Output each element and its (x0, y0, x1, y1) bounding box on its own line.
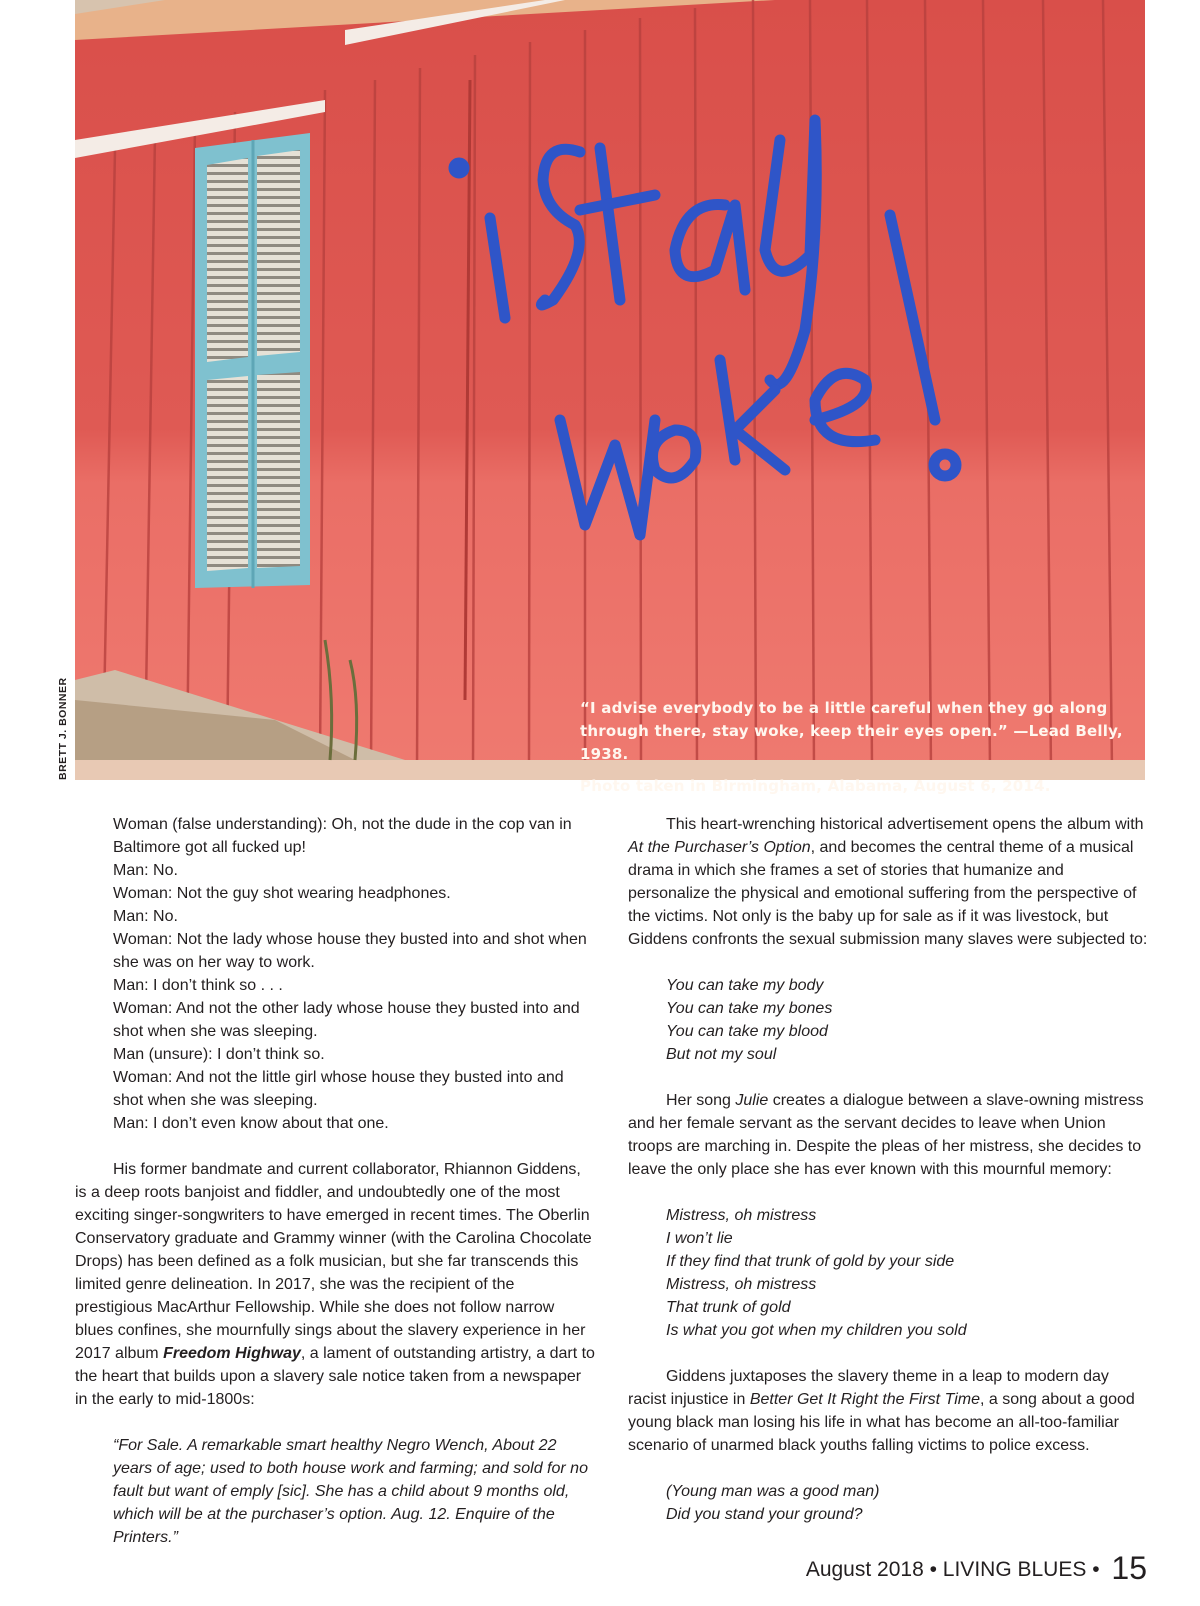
magazine-name: LIVING BLUES (942, 1558, 1087, 1581)
lyric-line: Did you stand your ground? (666, 1506, 863, 1523)
lyric-line: But not my soul (666, 1046, 777, 1063)
dialogue-line: Woman: Not the lady whose house they busted into and shot when she was on her way to work. (113, 931, 587, 971)
footer-bullet: • (929, 1558, 937, 1581)
paragraph-text: creates a dialogue between a slave-owning mistress and her female servant as the servant decides to leave when Union troops are marching in. Despite the pleas of her mistress, she decides to leave the only place she has ever known with this mournful memory: (628, 1092, 1144, 1178)
paragraph-text: , and becomes the central theme of a musical drama in which she frames a set of stories that humanize and personalize the physical and emotional suffering from the perspective of the victims. Not only is the baby up for sale as if it was livestock, but Giddens confronts the sexual submission many slaves were subjected to: (628, 839, 1148, 948)
photo-credit: BRETT J. BONNER (57, 677, 69, 780)
body-paragraph (628, 1089, 1148, 1181)
paragraph-text: , a lament of outstanding artistry, a dart to the heart that builds upon a slavery sale notice taken from a newspaper in the early to mid-1800s: (75, 1345, 595, 1408)
body-paragraph (75, 1158, 595, 1411)
dialogue-block (75, 813, 595, 1135)
page-number: 15 (1111, 1550, 1147, 1586)
lyric-line: That trunk of gold (666, 1299, 791, 1316)
dialogue-line: Man (unsure): I don’t think so. (113, 1046, 325, 1063)
hero-photo (75, 0, 1145, 780)
window-shutters (195, 133, 310, 588)
issue-date: August 2018 (805, 1558, 924, 1581)
dialogue-line: Man: I don’t even know about that one. (113, 1115, 389, 1132)
paragraph-text: This heart-wrenching historical advertisement opens the album with (666, 816, 1144, 833)
paragraph-text: , a song about a good young black man losing his life in what has become an all-too-familiar scenario of unarmed black youths falling victims to police excess. (628, 1391, 1135, 1454)
dialogue-line: Woman: Not the guy shot wearing headphones. (113, 885, 451, 902)
left-column (75, 813, 595, 1549)
footer-bullet: • (1092, 1558, 1100, 1581)
dialogue-line: Woman: And not the other lady whose house they busted into and shot when she was sleeping. (113, 1000, 580, 1040)
caption-line: “I advise everybody to be a little careful when they go along (580, 699, 1108, 717)
dialogue-line: Man: I don’t think so . . . (113, 977, 283, 994)
paragraph-text: Giddens juxtaposes the slavery theme in a leap to modern day racist injustice in (628, 1368, 1109, 1408)
lyric-line: Is what you got when my children you sold (666, 1322, 967, 1339)
paragraph-text: His former bandmate and current collaborator, Rhiannon Giddens, is a deep roots banjoist and fiddler, and undoubtedly one of the most exciting singer-songwriters to have emerged in recent times. The Oberlin Conservatory graduate and Grammy winner (with the Carolina Chocolate Drops) has been defined as a folk musician, but she far transcends this limited genre delineation. In 2017, she was the recipient of the prestigious MacArthur Fellowship. While she does not follow narrow blues confines, she mournfully sings about the slavery experience in her 2017 album (75, 1161, 592, 1362)
body-paragraph (628, 1365, 1148, 1457)
dialogue-line: Man: No. (113, 862, 178, 879)
lyric-line: You can take my blood (666, 1023, 828, 1040)
photo-illustration (75, 0, 1145, 780)
song-title: Better Get It Right the First Time (749, 1391, 980, 1408)
caption-line: through there, stay woke, keep their eyes open.” —Lead Belly, 1938. (580, 722, 1123, 763)
lyrics-block (628, 1480, 1148, 1526)
paragraph-text: Her song (666, 1092, 736, 1109)
lyric-line: Mistress, oh mistress (666, 1207, 817, 1224)
lyrics-block (628, 974, 1148, 1066)
lyric-line: Mistress, oh mistress (666, 1276, 817, 1293)
lyric-line: I won’t lie (666, 1230, 733, 1247)
song-title: Julie (735, 1092, 769, 1109)
lyric-line: (Young man was a good man) (666, 1483, 880, 1500)
sale-notice-quote: “For Sale. A remarkable smart healthy Negro Wench, About 22 years of age; used to both house work and farming; and sold for no fault but want of emply [sic]. She has a child about 9 months old, which will be at the purchaser’s option. Aug. 12. Enquire of the Printers.” (113, 1437, 588, 1546)
lyric-line: You can take my bones (666, 1000, 833, 1017)
song-title: At the Purchaser’s Option (628, 839, 811, 856)
caption-photo-info: Photo taken in Birmingham, Alabama, August 6, 2014. (580, 777, 1051, 795)
dialogue-line: Woman (false understanding): Oh, not the dude in the cop van in Baltimore got all fucked up! (113, 816, 572, 856)
body-paragraph (628, 813, 1148, 951)
lyric-line: You can take my body (666, 977, 824, 994)
lyrics-block (628, 1204, 1148, 1342)
album-title: Freedom Highway (163, 1345, 301, 1362)
dialogue-line: Man: No. (113, 908, 178, 925)
dialogue-line: Woman: And not the little girl whose house they busted into and shot when she was sleeping. (113, 1069, 564, 1109)
lyric-line: If they find that trunk of gold by your side (666, 1253, 955, 1270)
page-footer (806, 1550, 1147, 1590)
photo-caption (580, 697, 1140, 798)
right-column (628, 813, 1148, 1526)
